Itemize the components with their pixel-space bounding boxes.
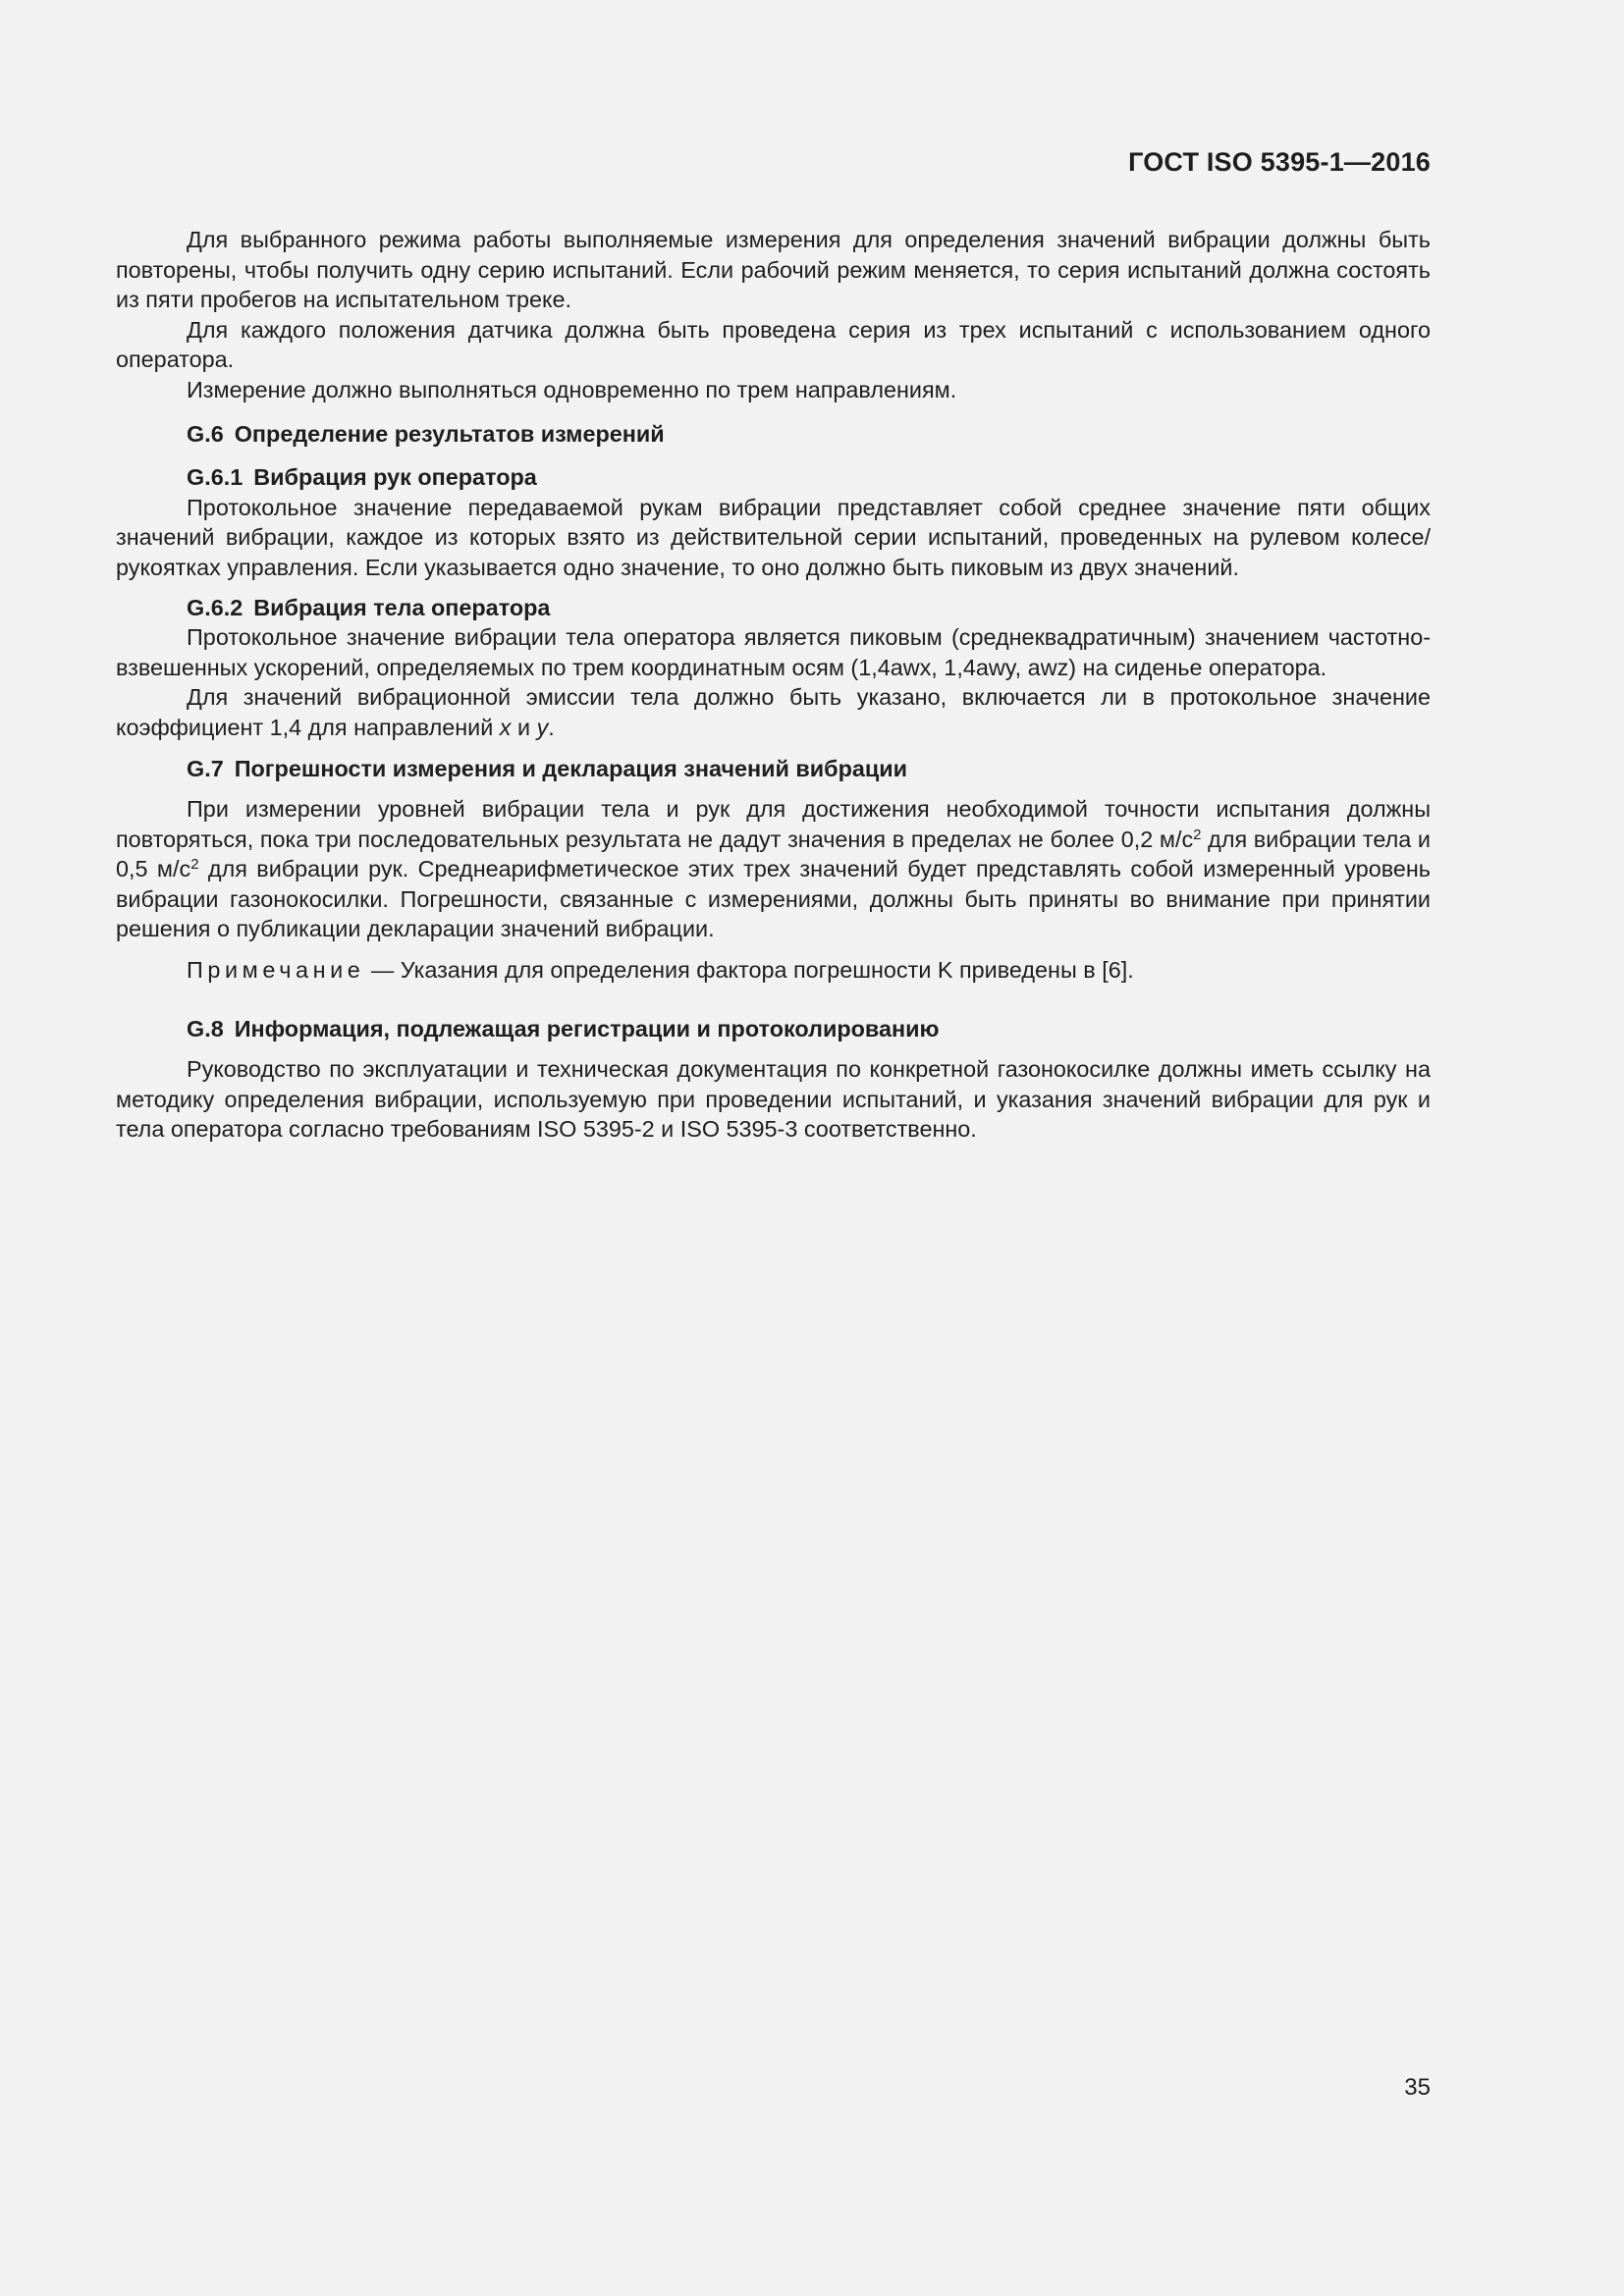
- intro-paragraph-3: Измерение должно выполняться одновременно по трем направлениям.: [187, 376, 957, 402]
- g8-paragraph: Руководство по эксплуатации и техническая документация по конкретной газонокосилке должны иметь ссылку на методику определения вибрации, используемую при проведении испытаний, и указания значений вибрации для рук и тела оператора согласно требованиям ISO 5395-2 и ISO 5395-3 соответственно.: [116, 1056, 1431, 1143]
- section-heading-g7: [116, 754, 1431, 784]
- superscript: 2: [1193, 826, 1202, 843]
- section-title: Погрешности измерения и декларация значений вибрации: [234, 755, 908, 781]
- document-body: [116, 225, 1431, 1145]
- section-heading-g8: [116, 1014, 1431, 1044]
- section-number: G.6.2: [187, 594, 244, 620]
- section-title: Вибрация рук оператора: [253, 464, 537, 491]
- g6-2-text: Для значений вибрационной эмиссии тела должно быть указано, включается ли в протокольное значение коэффициент 1,4 для направлений: [116, 684, 1431, 740]
- axis-y-symbol: y: [536, 714, 549, 740]
- g7-text-a: При измерении уровней вибрации тела и рук для достижения необходимой точности испытания должны повторяться, пока три последовательных результата не дадут значения в пределах не более 0,2 м/с: [116, 796, 1431, 852]
- section-heading-g6: [116, 419, 1431, 450]
- g6-1-paragraph: Протокольное значение передаваемой рукам вибрации представляет собой среднее значение пяти общих значений вибрации, каждое из которых взято из действительной серии испытаний, проведенных на рулевом колесе/рукоятках управления. Если указывается одно значение, то оно должно быть пиковым из двух значений.: [116, 494, 1431, 580]
- intro-paragraph-1: Для выбранного режима работы выполняемые измерения для определения значений вибрации должны быть повторены, чтобы получить одну серию испытаний. Если рабочий режим меняется, то серия испытаний должна состоять из пяти пробегов на испытательном треке.: [116, 227, 1431, 313]
- g7-text-c: для вибрации рук. Среднеарифметическое этих трех значений будет представлять собой измеренный уровень вибрации газонокосилки. Погрешности, связанные с измерениями, должны быть приняты во внимание при принятии решения о публикации декларации значений вибрации.: [116, 856, 1431, 942]
- section-number: G.6.1: [187, 464, 244, 491]
- intro-paragraph-2: Для каждого положения датчика должна быть проведена серия из трех испытаний с использованием одного оператора.: [116, 316, 1431, 373]
- note: [116, 955, 1431, 986]
- section-title: Информация, подлежащая регистрации и протоколированию: [234, 1015, 940, 1041]
- conjunction-text: и: [511, 714, 537, 740]
- section-title: Вибрация тела оператора: [253, 594, 551, 620]
- section-number: G.8: [187, 1015, 224, 1041]
- page-number: 35: [1404, 2074, 1431, 2101]
- g7-text-b: для вибрации тела и 0,5 м/с: [116, 826, 1431, 882]
- section-title: Определение результатов измерений: [234, 420, 665, 447]
- section-heading-g6-2: [116, 593, 1431, 623]
- section-number: G.7: [187, 755, 224, 781]
- g6-2-paragraph-2: [116, 682, 1431, 742]
- g7-paragraph: [116, 794, 1431, 944]
- note-text: — Указания для определения фактора погрешности K приведены в [6].: [364, 957, 1134, 984]
- document-id-header: ГОСТ ISO 5395-1—2016: [1128, 147, 1431, 177]
- period-text: .: [548, 714, 555, 740]
- document-page: [116, 0, 1431, 2296]
- section-heading-g6-1: [116, 462, 1431, 493]
- g6-2-paragraph-1: Протокольное значение вибрации тела оператора является пиковым (среднеквадратичным) значением частотно-взвешенных ускорений, определяемых по трем координатным осям (1,4awx, 1,4awy, awz) на сиденье оператора.: [116, 624, 1431, 680]
- superscript: 2: [190, 856, 199, 874]
- axis-x-symbol: x: [499, 714, 512, 740]
- section-number: G.6: [187, 420, 224, 447]
- note-label: Примечание: [187, 957, 365, 984]
